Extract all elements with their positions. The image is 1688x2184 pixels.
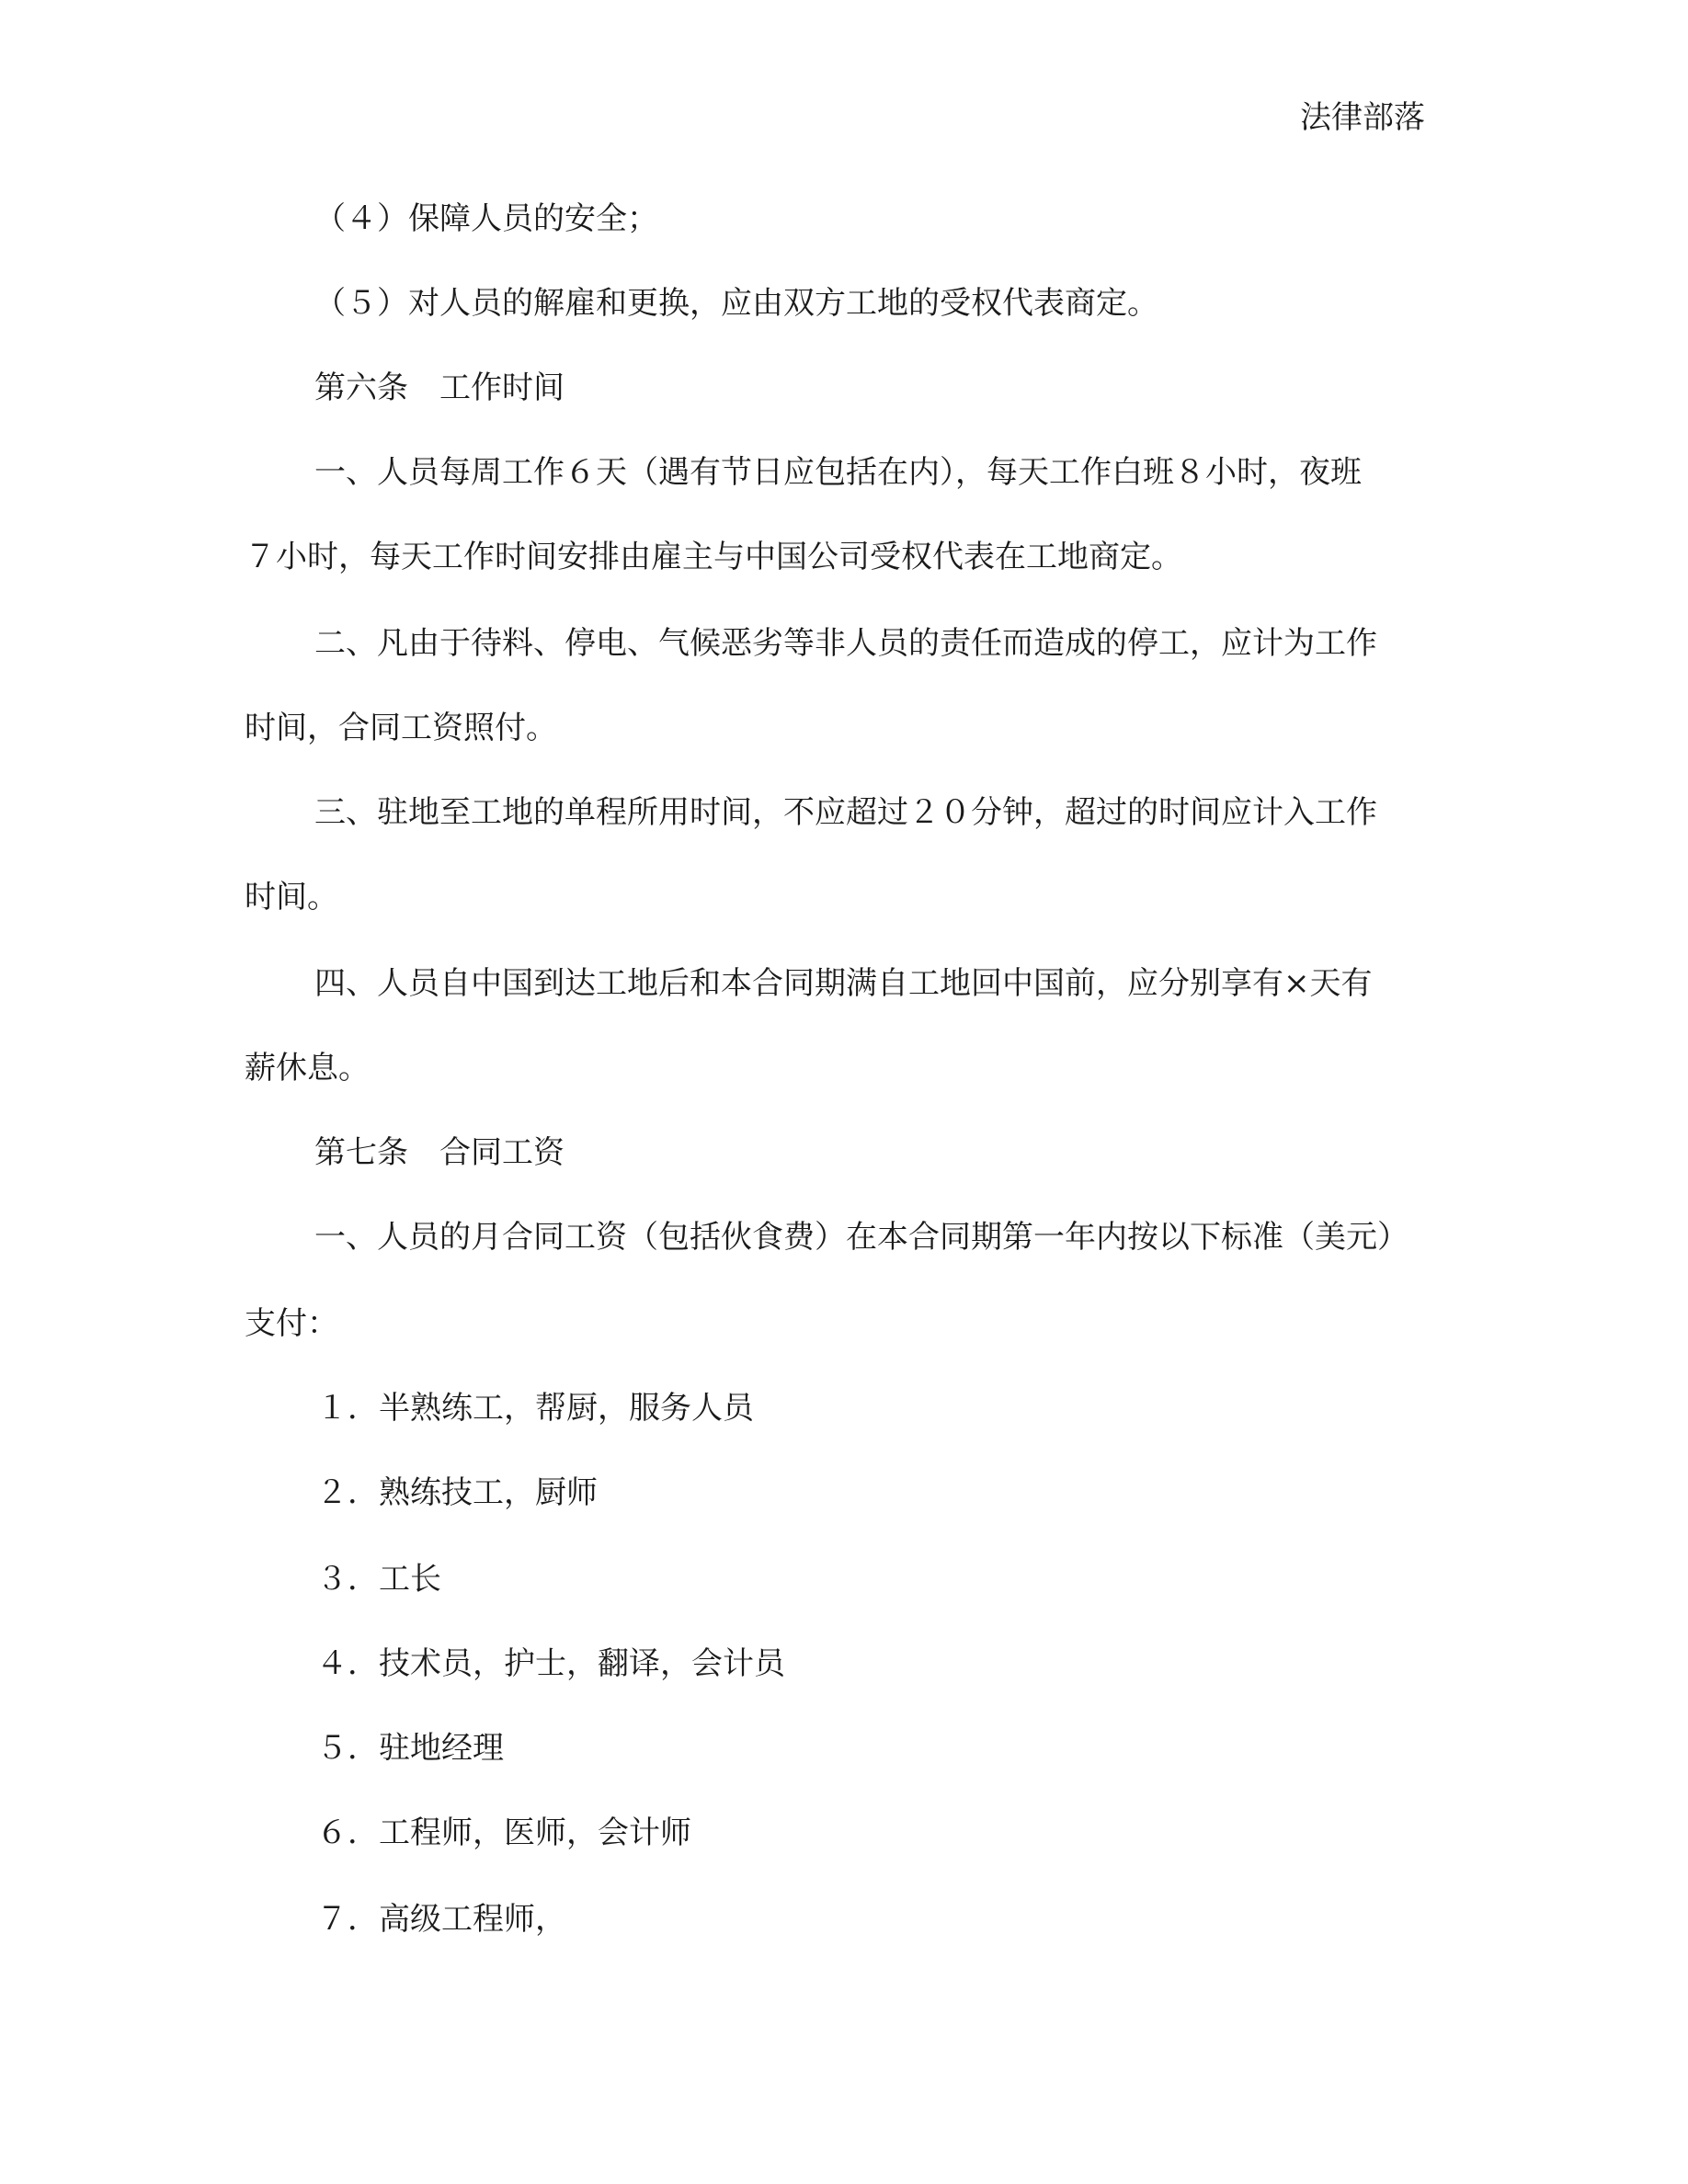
paragraph-line: 薪休息。 bbox=[245, 1050, 370, 1086]
list-item: ５．驻地经理 bbox=[316, 1730, 504, 1767]
article-6-heading: 第六条 工作时间 bbox=[314, 370, 565, 406]
clause-item-4: （４）保障人员的安全； bbox=[314, 200, 658, 237]
paragraph-line: 一、人员每周工作６天（遇有节日应包括在内），每天工作白班８小时，夜班 bbox=[314, 454, 1362, 491]
paragraph-line: 时间。 bbox=[245, 879, 338, 916]
list-item: ３．工长 bbox=[316, 1561, 441, 1598]
paragraph-line: 一、人员的月合同工资（包括伙食费）在本合同期第一年内按以下标准（美元） bbox=[314, 1219, 1409, 1256]
paragraph-line: 三、驻地至工地的单程所用时间，不应超过２０分钟，超过的时间应计入工作 bbox=[314, 794, 1377, 831]
list-item: １．半熟练工，帮厨，服务人员 bbox=[316, 1390, 754, 1427]
list-item: ７．高级工程师， bbox=[316, 1901, 566, 1938]
paragraph-line: 四、人员自中国到达工地后和本合同期满自工地回中国前，应分别享有×天有 bbox=[314, 965, 1373, 1002]
paragraph-line: 二、凡由于待料、停电、气候恶劣等非人员的责任而造成的停工，应计为工作 bbox=[314, 625, 1377, 662]
paragraph-line: ７小时，每天工作时间安排由雇主与中国公司受权代表在工地商定。 bbox=[245, 539, 1182, 575]
list-item: ６．工程师，医师，会计师 bbox=[316, 1814, 691, 1851]
article-7-heading: 第七条 合同工资 bbox=[314, 1134, 565, 1171]
paragraph-line: 时间，合同工资照付。 bbox=[245, 710, 557, 746]
list-item: ２．熟练技工，厨师 bbox=[316, 1474, 598, 1511]
clause-item-5: （５）对人员的解雇和更换，应由双方工地的受权代表商定。 bbox=[314, 285, 1158, 322]
page-header: 法律部落 bbox=[1300, 99, 1425, 136]
list-item: ４．技术员，护士，翻译，会计员 bbox=[316, 1645, 785, 1682]
paragraph-line: 支付： bbox=[245, 1305, 338, 1342]
